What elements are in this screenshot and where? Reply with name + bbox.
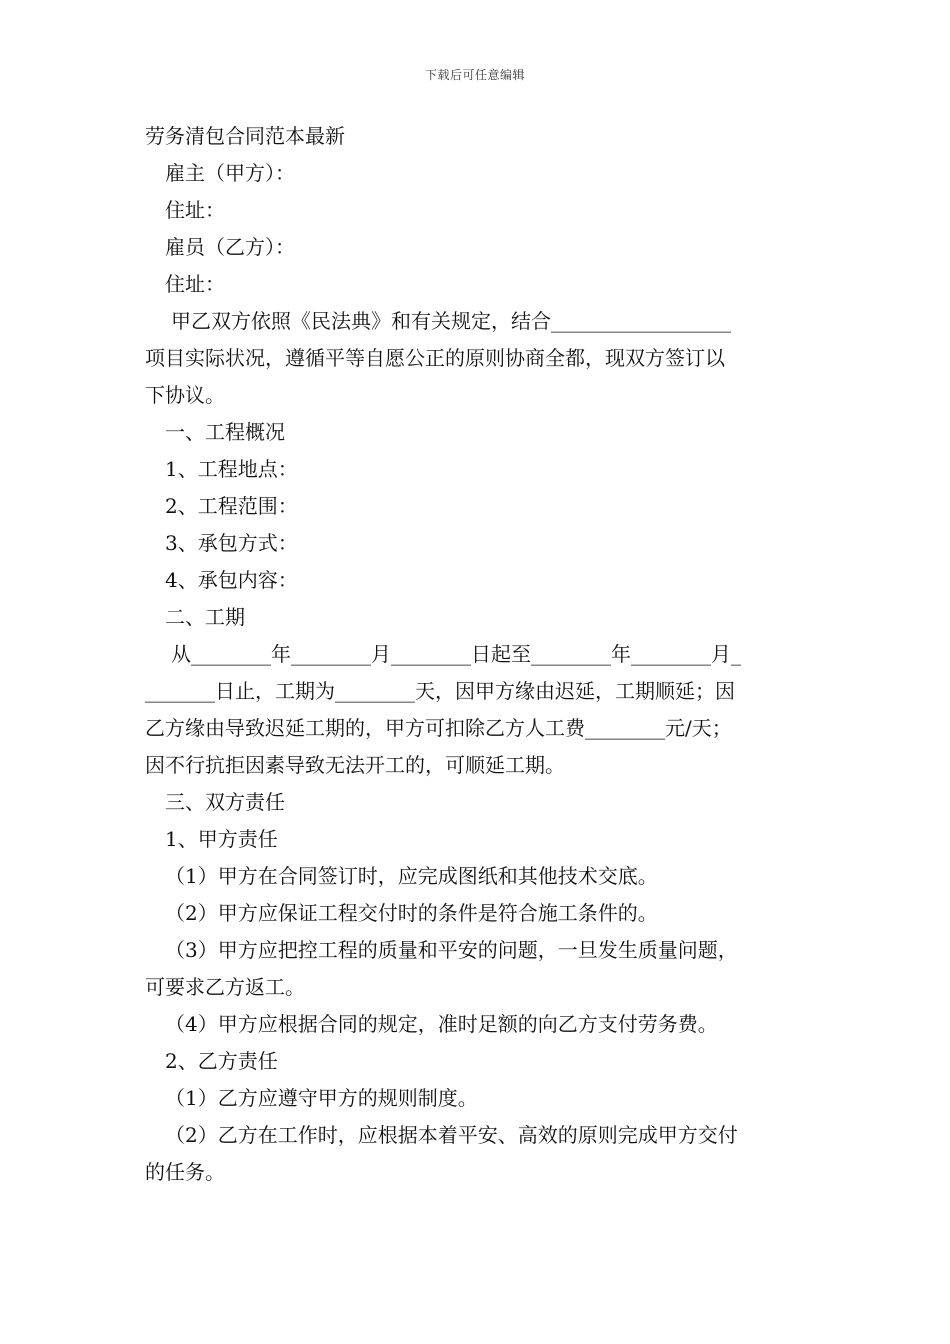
document-line: 雇主（甲方）：: [165, 161, 295, 185]
document-line: （3）甲方应把控工程的质量和平安的问题，一旦发生质量问题，: [165, 938, 738, 962]
document-line: （2）乙方在工作时，应根据本着平安、高效的原则完成甲方交付: [165, 1123, 738, 1147]
document-line: 2、乙方责任: [165, 1049, 278, 1073]
document-line: （1）乙方应遵守甲方的规则制度。: [165, 1086, 478, 1110]
document-line: （4）甲方应根据合同的规定，准时足额的向乙方支付劳务费。: [165, 1012, 718, 1036]
document-line: _______日止，工期为________天，因甲方缘由迟延，工期顺延；因: [145, 679, 735, 703]
document-line: 雇员（乙方）：: [165, 235, 295, 259]
document-body: [145, 118, 810, 1191]
document-line: 三、双方责任: [165, 790, 285, 814]
document-line: 甲乙双方依照《民法典》和有关规定，结合__________________: [171, 309, 731, 333]
document-line: 可要求乙方返工。: [145, 975, 305, 999]
document-line: 的任务。: [145, 1160, 225, 1184]
document-line: 4、承包内容：: [165, 568, 298, 592]
document-line: （1）甲方在合同签订时，应完成图纸和其他技术交底。: [165, 864, 658, 888]
document-line: 2、工程范围：: [165, 494, 298, 518]
document-lines: [145, 155, 810, 1191]
document-line: 3、承包方式：: [165, 531, 298, 555]
document-line: （2）甲方应保证工程交付时的条件是符合施工条件的。: [165, 901, 658, 925]
document-line: 一、工程概况: [165, 420, 285, 444]
document-line: 1、甲方责任: [165, 827, 278, 851]
document-title: 劳务清包合同范本最新: [145, 124, 345, 148]
document-line: 住址：: [165, 272, 225, 296]
document-line: 住址：: [165, 198, 225, 222]
document-line: 二、工期: [165, 605, 245, 629]
document-line: 下协议。: [145, 383, 225, 407]
document-line: 从________年________月________日起至________年________月_: [171, 642, 741, 666]
document-line: 乙方缘由导致迟延工期的，甲方可扣除乙方人工费________元/天；: [145, 716, 732, 740]
document-line: 因不行抗拒因素导致无法开工的，可顺延工期。: [145, 753, 565, 777]
page-header: 下载后可任意编辑: [424, 68, 525, 82]
document-line: 项目实际状况，遵循平等自愿公正的原则协商全都，现双方签订以: [145, 346, 725, 370]
document-line: 1、工程地点：: [165, 457, 298, 481]
